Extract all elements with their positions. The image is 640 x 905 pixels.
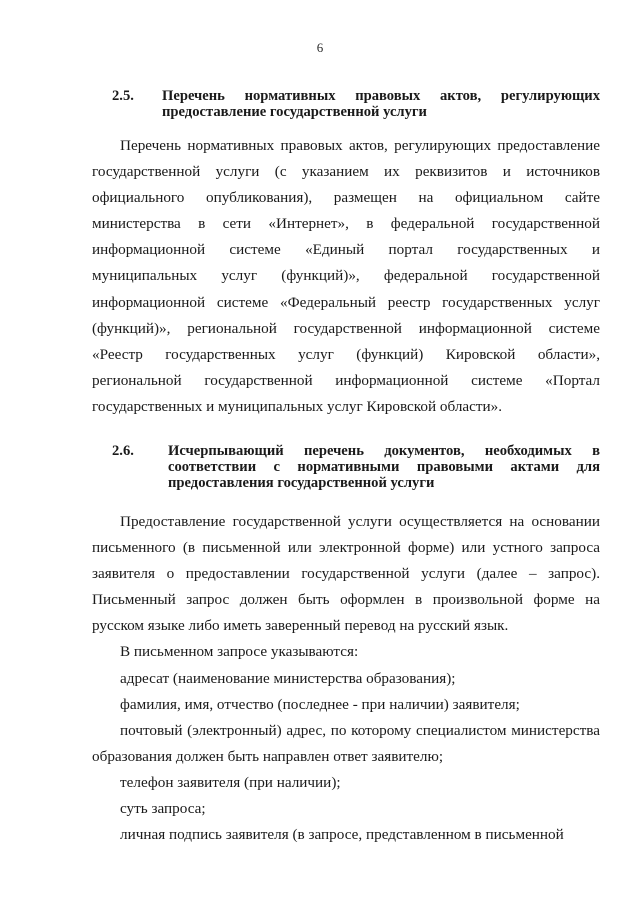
paragraph: В письменном запросе указываются: [120,643,359,661]
section-2-5-heading [112,88,600,120]
list-item: фамилия, имя, отчество (последнее - при наличии) заявителя; [120,695,520,713]
list-item: личная подпись заявителя (в запросе, представленном в письменной [120,826,564,844]
list-item: телефон заявителя (при наличии); [120,773,341,791]
section-title: Исчерпывающий перечень документов, необходимых в соответствии с нормативными правовыми актами для предоставления государственной услуги [168,443,600,491]
section-title: Перечень нормативных правовых актов, регулирующих предоставление государственной услуги [162,88,600,120]
section-2-6-body [92,509,600,848]
section-number: 2.5. [112,88,134,104]
page-number: 6 [316,40,324,55]
list-item: адресат (наименование министерства образования); [120,669,456,687]
section-2-5-body [92,133,600,420]
paragraph: Предоставление государственной услуги осуществляется на основании письменного (в письменной или электронной форме) или устного запроса заявителя о предоставлении государственной услуги (далее – запрос). Письменный запрос должен быть оформлен в произвольной форме на русском языке либо иметь заверенный перевод на русский язык. [92,513,600,635]
paragraph: Перечень нормативных правовых актов, регулирующих предоставление государственной услуги (с указанием их реквизитов и источников официального опубликования), размещен на официальном сайте министерства в сети «Интернет», в федеральной государственной информационной системе «Единый портал государственных и муниципальных услуг (функций)», федеральной государственной информационной системе «Федеральный реестр государственных услуг (функций)», региональной государственной информационной системе «Реестр государственных услуг (функций) Кировской области», региональной государственной информационной системе «Портал государственных и муниципальных услуг Кировской области». [92,137,600,415]
section-number: 2.6. [112,443,134,459]
section-2-6-heading [112,443,600,491]
list-item: суть запроса; [120,800,206,818]
list-item: почтовый (электронный) адрес, по которому специалистом министерства образования должен быть направлен ответ заявителю; [92,721,600,765]
